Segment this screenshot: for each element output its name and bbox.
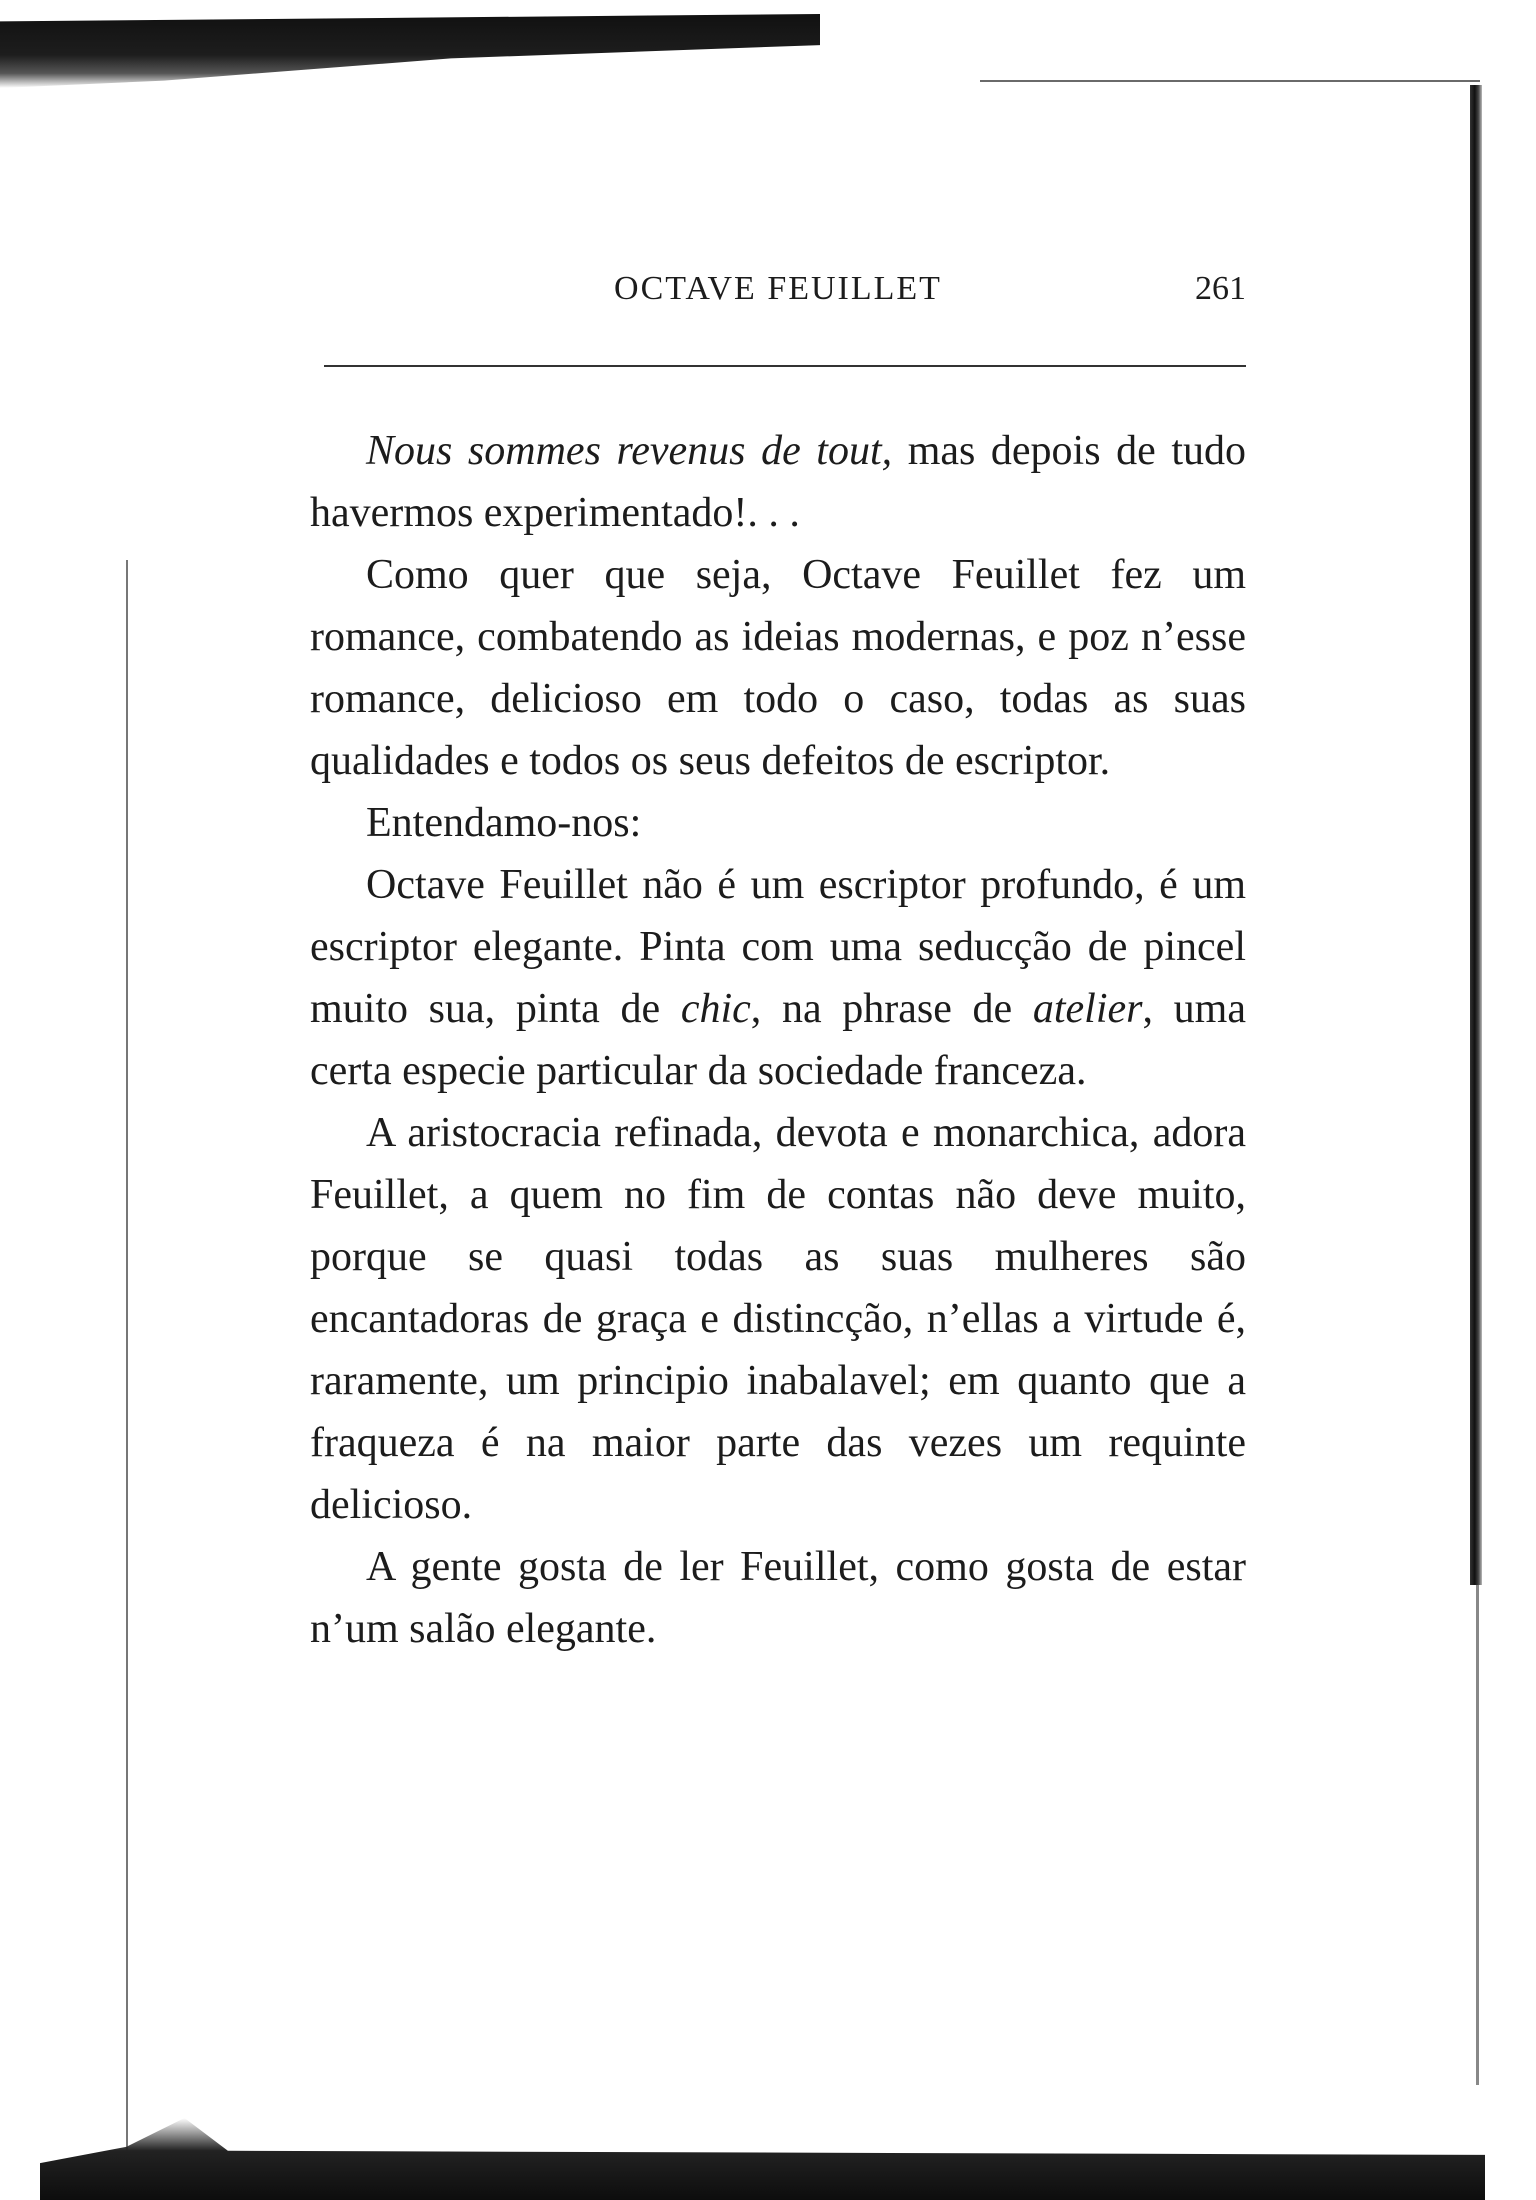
paragraph-4: [310, 854, 1246, 1102]
scan-edge-top: [980, 80, 1480, 82]
paragraph-4-text-b: , na phrase de: [750, 986, 1033, 1032]
paragraph-1-text: mas depois de tudo havermos experimentado!. . .: [310, 428, 1247, 536]
running-head: [310, 270, 1246, 320]
italic-atelier: atelier: [1032, 986, 1143, 1032]
paragraph-3: Entendamo-nos:: [366, 800, 642, 846]
italic-chic: chic: [680, 986, 751, 1032]
paragraph-1: [310, 420, 1246, 544]
running-title: OCTAVE FEUILLET: [614, 270, 942, 307]
italic-quote: Nous sommes revenus de tout,: [366, 428, 893, 474]
paragraph-4-text-c: , uma certa especie particular da sociedade franceza.: [310, 986, 1246, 1094]
scan-edge-left: [126, 560, 128, 2180]
paragraph-5: A aristocracia refinada, devota e monarchica, adora Feuillet, a quem no fim de contas não deve muito, porque se quasi todas as suas mulheres são encantadoras de graça e distincção, n’ellas a virtude é, raramente, um principio inabalavel; em quanto que a fraqueza é na maior parte das vezes um requinte delicioso.: [310, 1110, 1246, 1528]
scan-shadow-bottom: [40, 2118, 1485, 2200]
scan-edge-right: [1470, 85, 1482, 1585]
page-body: [310, 420, 1246, 1660]
scan-shadow-top: [0, 14, 820, 88]
paragraph-4-text-a: Octave Feuillet não é um escriptor profundo, é um escriptor elegante. Pinta com uma seducção de pincel muito sua, pinta de: [310, 862, 1246, 1032]
scan-edge-right-lower: [1476, 1585, 1479, 2085]
page-number: 261: [1195, 270, 1246, 307]
paragraph-6: A gente gosta de ler Feuillet, como gosta de estar n’um salão elegante.: [310, 1544, 1246, 1652]
paragraph-2: Como quer que seja, Octave Feuillet fez um romance, combatendo as ideias modernas, e poz n’esse romance, delicioso em todo o caso, todas as suas qualidades e todos os seus defeitos de escriptor.: [310, 552, 1246, 784]
header-rule: [324, 365, 1246, 367]
